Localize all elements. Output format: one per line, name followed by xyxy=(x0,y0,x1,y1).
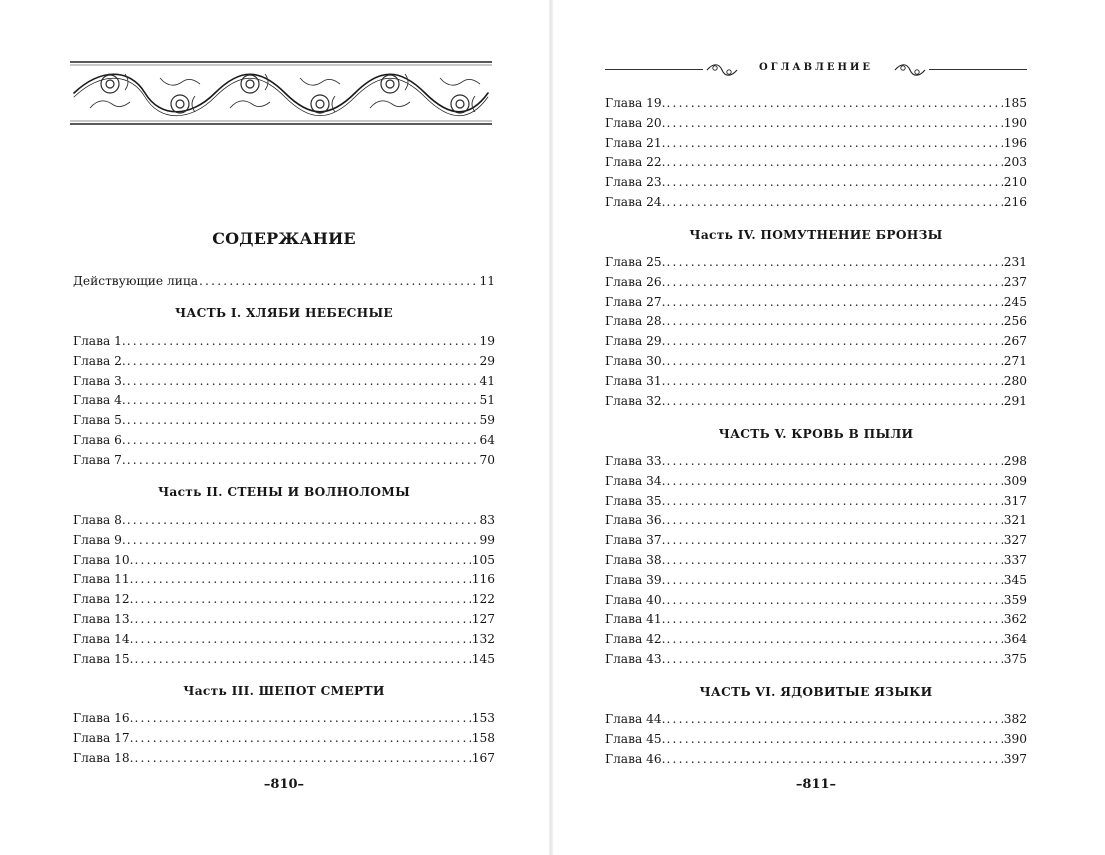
toc-entry-label: Глава 8. xyxy=(73,513,126,527)
toc-entry-page: 245 xyxy=(1003,294,1027,309)
toc-entry-page: 362 xyxy=(1003,612,1027,627)
toc-entry[interactable] xyxy=(73,729,495,749)
toc-entry[interactable] xyxy=(73,511,495,531)
toc-entry-page: 185 xyxy=(1003,96,1027,110)
toc-entry-label: Глава 13. xyxy=(73,611,134,626)
toc-entry-page: 122 xyxy=(471,592,495,607)
dot-leader xyxy=(666,511,1002,531)
dot-leader xyxy=(666,94,1002,114)
toc-entry[interactable] xyxy=(605,372,1027,392)
toc-entry[interactable] xyxy=(73,709,495,729)
part-heading: Часть III. ШЕПОТ СМЕРТИ xyxy=(183,684,385,698)
toc-entry-page: 390 xyxy=(1003,731,1027,746)
dot-leader xyxy=(666,710,1002,730)
toc-entry-label: Глава 9. xyxy=(73,532,126,547)
left-page xyxy=(0,0,549,855)
dot-leader xyxy=(134,729,470,749)
dot-leader xyxy=(666,273,1002,293)
toc-entry-label: Глава 5. xyxy=(73,413,126,428)
dot-leader xyxy=(127,531,479,551)
toc-entry[interactable] xyxy=(605,551,1027,571)
dot-leader xyxy=(199,272,479,292)
toc-entry-page: 382 xyxy=(1003,712,1027,726)
toc-chapter-list xyxy=(605,452,1027,670)
toc-entry-label: Глава 22. xyxy=(605,155,666,170)
toc-entry[interactable] xyxy=(73,551,495,571)
toc-entry-label: Глава 3. xyxy=(73,373,126,388)
toc-entry-label: Глава 24. xyxy=(605,194,666,209)
dot-leader xyxy=(127,332,479,352)
toc-entry-page: 64 xyxy=(479,432,495,447)
dot-leader xyxy=(666,352,1002,372)
toc-entry-label: Глава 46. xyxy=(605,751,666,766)
toc-entry-page: 271 xyxy=(1003,353,1027,368)
toc-entry-label: Глава 1. xyxy=(73,334,126,348)
toc-entry-label: Глава 2. xyxy=(73,353,126,368)
toc-entry-page: 203 xyxy=(1003,155,1027,170)
toc-entry-label: Глава 20. xyxy=(605,115,666,130)
dot-leader xyxy=(127,511,479,531)
part-heading: Часть II. СТЕНЫ И ВОЛНОЛОМЫ xyxy=(157,485,411,499)
dot-leader xyxy=(666,134,1002,154)
toc-entry-label: Глава 12. xyxy=(73,592,134,607)
toc-entry-page: 317 xyxy=(1003,493,1027,508)
toc-entry-label: Глава 17. xyxy=(73,730,134,745)
dot-leader xyxy=(666,730,1002,750)
dot-leader xyxy=(666,193,1002,213)
toc-entry-page: 375 xyxy=(1003,651,1027,666)
toc-entry-page: 364 xyxy=(1003,632,1027,647)
toc-entry-page: 309 xyxy=(1003,473,1027,488)
dot-leader xyxy=(134,749,470,769)
toc-entry-page: 327 xyxy=(1003,533,1027,548)
dot-leader xyxy=(666,531,1002,551)
toc-entry-page: 216 xyxy=(1003,194,1027,209)
dot-leader xyxy=(666,630,1002,650)
toc-entry[interactable] xyxy=(605,253,1027,273)
dot-leader xyxy=(666,452,1002,472)
dot-leader xyxy=(134,610,470,630)
toc-entry[interactable] xyxy=(73,372,495,392)
dot-leader xyxy=(666,332,1002,352)
toc-entry[interactable] xyxy=(605,730,1027,750)
toc-entry-label: Глава 28. xyxy=(605,314,666,329)
dot-leader xyxy=(666,372,1002,392)
dot-leader xyxy=(127,411,479,431)
toc-entry[interactable] xyxy=(605,193,1027,213)
contents-title: СОДЕРЖАНИЕ xyxy=(212,229,356,248)
toc-entry-page: 132 xyxy=(471,631,495,646)
toc-chapter-list xyxy=(73,511,495,669)
toc-entry-page: 99 xyxy=(479,532,495,547)
dot-leader xyxy=(666,750,1002,770)
dot-leader xyxy=(666,591,1002,611)
dot-leader xyxy=(127,372,479,392)
toc-entry-page: 291 xyxy=(1003,393,1027,408)
toc-entry-label: Глава 41. xyxy=(605,612,666,627)
toc-entry[interactable] xyxy=(73,590,495,610)
toc-entry-label: Глава 34. xyxy=(605,473,666,488)
toc-entry[interactable] xyxy=(605,472,1027,492)
part-heading: Часть IV. ПОМУТНЕНИЕ БРОНЗЫ xyxy=(689,228,943,242)
toc-entry-page: 83 xyxy=(479,513,495,527)
toc-entry-label: Глава 15. xyxy=(73,651,134,666)
dot-leader xyxy=(666,472,1002,492)
part-heading: ЧАСТЬ I. ХЛЯБИ НЕБЕСНЫЕ xyxy=(174,306,394,320)
dot-leader xyxy=(134,590,470,610)
toc-entry-page: 153 xyxy=(471,711,495,725)
toc-entry[interactable] xyxy=(605,114,1027,134)
toc-entry-page: 41 xyxy=(479,373,495,388)
toc-entry-page: 167 xyxy=(471,750,495,765)
toc-entry-page: 190 xyxy=(1003,115,1027,130)
dot-leader xyxy=(666,173,1002,193)
dot-leader xyxy=(666,253,1002,273)
toc-entry[interactable] xyxy=(605,452,1027,472)
toc-entry[interactable] xyxy=(605,94,1027,114)
toc-entry-label: Глава 33. xyxy=(605,454,666,468)
toc-entry-label: Глава 29. xyxy=(605,334,666,349)
part-heading: ЧАСТЬ VI. ЯДОВИТЫЕ ЯЗЫКИ xyxy=(699,685,933,699)
toc-entry[interactable] xyxy=(605,610,1027,630)
toc-entry-page: 267 xyxy=(1003,334,1027,349)
toc-entry-label: Глава 35. xyxy=(605,493,666,508)
toc-entry[interactable] xyxy=(73,630,495,650)
toc-entry-label: Глава 10. xyxy=(73,552,134,567)
toc-chapter-list xyxy=(73,332,495,471)
toc-entry-label: Глава 11. xyxy=(73,572,134,587)
toc-entry[interactable] xyxy=(605,352,1027,372)
toc-entry-page: 116 xyxy=(471,572,495,587)
toc-entry[interactable] xyxy=(73,332,495,352)
toc-entry-page: 19 xyxy=(479,334,495,348)
dot-leader xyxy=(666,551,1002,571)
toc-entry[interactable] xyxy=(73,431,495,451)
part-heading: ЧАСТЬ V. КРОВЬ В ПЫЛИ xyxy=(718,427,914,441)
toc-entry-page: 145 xyxy=(471,651,495,666)
toc-entry-page: 59 xyxy=(479,413,495,428)
toc-entry-label: Глава 38. xyxy=(605,552,666,567)
toc-chapter-list xyxy=(73,709,495,768)
toc-entry-label: Глава 23. xyxy=(605,175,666,190)
dot-leader xyxy=(134,709,470,729)
toc-entry-label: Глава 42. xyxy=(605,632,666,647)
toc-chapter-list xyxy=(605,253,1027,411)
toc-entry-page: 298 xyxy=(1003,454,1027,468)
toc-entry-page: 256 xyxy=(1003,314,1027,329)
toc-entry[interactable] xyxy=(605,293,1027,313)
dot-leader xyxy=(666,610,1002,630)
toc-entry-page: 127 xyxy=(471,611,495,626)
dot-leader xyxy=(666,153,1002,173)
toc-entry-characters[interactable] xyxy=(73,272,495,292)
toc-entry-label: Глава 45. xyxy=(605,731,666,746)
scroll-ornament-border xyxy=(70,60,492,126)
toc-entry[interactable] xyxy=(73,749,495,769)
toc-entry[interactable] xyxy=(605,710,1027,730)
toc-entry-label: Глава 44. xyxy=(605,712,666,726)
dot-leader xyxy=(134,650,470,670)
toc-entry[interactable] xyxy=(605,531,1027,551)
toc-entry-page: 345 xyxy=(1003,572,1027,587)
toc-entry-page: 280 xyxy=(1003,373,1027,388)
dot-leader xyxy=(666,392,1002,412)
running-header xyxy=(605,60,1027,80)
toc-entry-page: 51 xyxy=(479,393,495,408)
toc-entry-page: 321 xyxy=(1003,513,1027,528)
toc-entry[interactable] xyxy=(605,153,1027,173)
dot-leader xyxy=(666,492,1002,512)
toc-entry[interactable] xyxy=(605,173,1027,193)
dot-leader xyxy=(666,293,1002,313)
page-number: –811– xyxy=(795,777,837,792)
toc-entry[interactable] xyxy=(605,591,1027,611)
dot-leader xyxy=(127,391,479,411)
toc-entry-label: Глава 4. xyxy=(73,393,126,408)
dot-leader xyxy=(127,352,479,372)
toc-entry[interactable] xyxy=(605,630,1027,650)
toc-entry-page: 196 xyxy=(1003,135,1027,150)
toc-entry-label: Глава 39. xyxy=(605,572,666,587)
toc-chapter-list xyxy=(605,710,1027,769)
toc-entry[interactable] xyxy=(73,570,495,590)
dot-leader xyxy=(134,551,470,571)
toc-entry[interactable] xyxy=(73,352,495,372)
toc-entry[interactable] xyxy=(605,492,1027,512)
toc-entry-page: 158 xyxy=(471,730,495,745)
toc-entry[interactable] xyxy=(605,312,1027,332)
toc-entry-page: 210 xyxy=(1003,175,1027,190)
toc-entry-label: Глава 27. xyxy=(605,294,666,309)
toc-entry-label: Глава 36. xyxy=(605,513,666,528)
toc-entry-label: Глава 14. xyxy=(73,631,134,646)
toc-entry-label: Глава 30. xyxy=(605,353,666,368)
header-rule-right xyxy=(929,69,1027,70)
toc-entry[interactable] xyxy=(73,610,495,630)
toc-entry[interactable] xyxy=(73,391,495,411)
toc-entry-label: Глава 40. xyxy=(605,592,666,607)
dot-leader xyxy=(134,630,470,650)
toc-chapter-list xyxy=(605,94,1027,213)
dot-leader xyxy=(666,571,1002,591)
toc-entry-label: Действующие лица xyxy=(73,274,198,288)
dot-leader xyxy=(666,650,1002,670)
toc-entry-label: Глава 19. xyxy=(605,96,666,110)
toc-entry-page: 337 xyxy=(1003,552,1027,567)
toc-entry-label: Глава 25. xyxy=(605,255,666,269)
dot-leader xyxy=(127,431,479,451)
right-page xyxy=(553,0,1105,855)
dot-leader xyxy=(666,312,1002,332)
flourish-right-icon xyxy=(893,61,927,79)
toc-entry[interactable] xyxy=(73,411,495,431)
toc-entry-label: Глава 6. xyxy=(73,432,126,447)
toc-entry-page: 29 xyxy=(479,353,495,368)
toc-entry[interactable] xyxy=(605,571,1027,591)
toc-entry[interactable] xyxy=(73,650,495,670)
toc-entry[interactable] xyxy=(73,531,495,551)
toc-entry[interactable] xyxy=(605,332,1027,352)
toc-entry-label: Глава 18. xyxy=(73,750,134,765)
toc-entry-label: Глава 21. xyxy=(605,135,666,150)
toc-entry-page: 11 xyxy=(479,274,495,288)
toc-entry[interactable] xyxy=(605,273,1027,293)
toc-entry[interactable] xyxy=(605,134,1027,154)
dot-leader xyxy=(666,114,1002,134)
toc-entry-label: Глава 31. xyxy=(605,373,666,388)
toc-entry-page: 231 xyxy=(1003,255,1027,269)
toc-entry-page: 237 xyxy=(1003,274,1027,289)
toc-entry-page: 70 xyxy=(479,452,495,467)
running-header-title: ОГЛАВЛЕНИЕ xyxy=(758,62,874,73)
dot-leader xyxy=(134,570,470,590)
toc-entry[interactable] xyxy=(605,650,1027,670)
toc-entry-label: Глава 16. xyxy=(73,711,134,725)
toc-entry-page: 359 xyxy=(1003,592,1027,607)
toc-entry-page: 105 xyxy=(471,552,495,567)
toc-entry[interactable] xyxy=(73,451,495,471)
dot-leader xyxy=(127,451,479,471)
toc-entry-label: Глава 26. xyxy=(605,274,666,289)
toc-intro-block xyxy=(73,272,495,292)
toc-entry-page: 397 xyxy=(1003,751,1027,766)
toc-entry-label: Глава 32. xyxy=(605,393,666,408)
toc-entry-label: Глава 43. xyxy=(605,651,666,666)
page-number: –810– xyxy=(263,777,305,792)
toc-entry[interactable] xyxy=(605,750,1027,770)
toc-entry[interactable] xyxy=(605,392,1027,412)
toc-entry-label: Глава 7. xyxy=(73,452,126,467)
toc-entry[interactable] xyxy=(605,511,1027,531)
toc-entry-label: Глава 37. xyxy=(605,533,666,548)
